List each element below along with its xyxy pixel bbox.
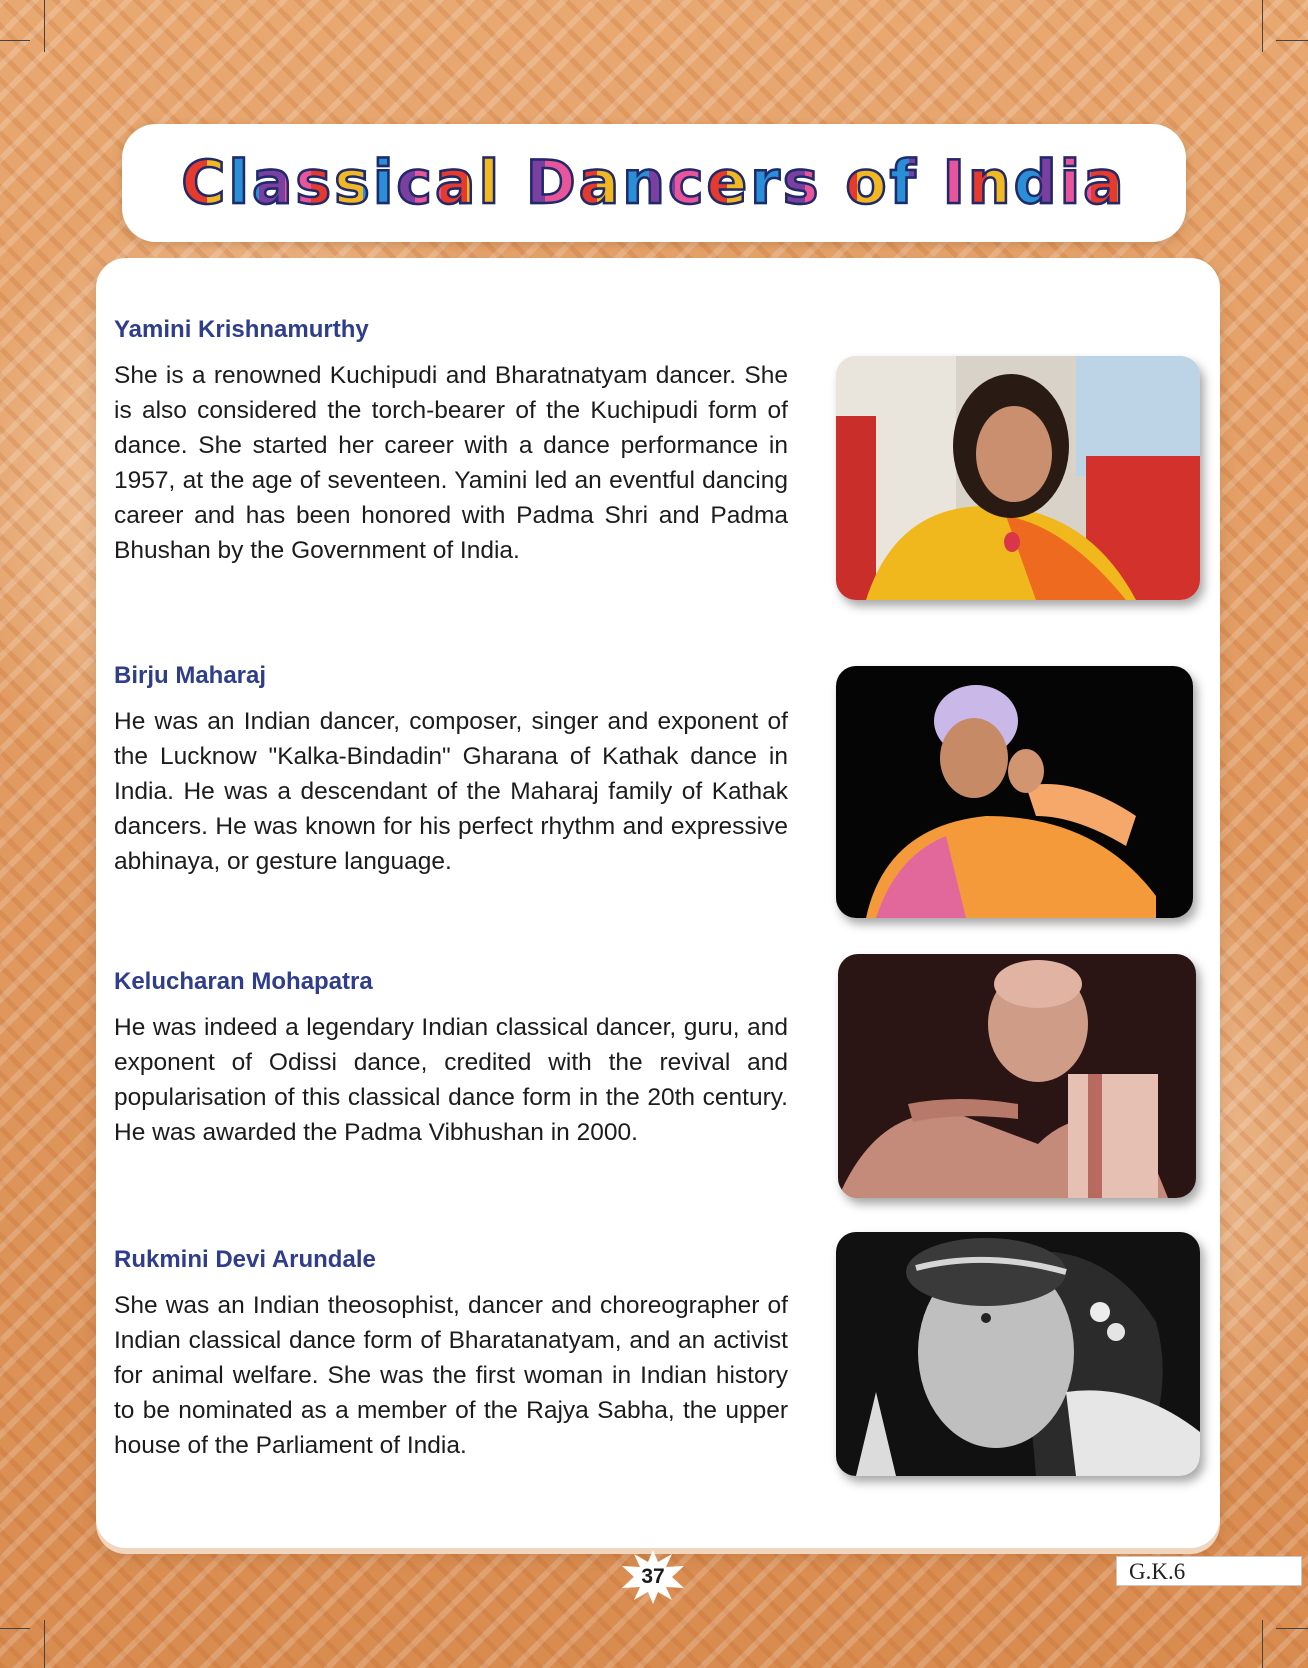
crop-mark	[1276, 1628, 1308, 1629]
dancer-section	[114, 1246, 788, 1463]
dancer-name: Kelucharan Mohapatra	[114, 968, 373, 995]
dancer-bio: She is a renowned Kuchipudi and Bharatnatyam dancer. She is also considered the torch-bearer of the Kuchipudi form of dance. She started her career with a dance performance in 1957, at the age of seventeen. Yamini led an eventful dancing career and has been honored with Padma Shri and Padma Bhushan by the Government of India.	[114, 362, 788, 564]
dancer-bio: She was an Indian theosophist, dancer and choreographer of Indian classical dance form of Bharatanatyam, and an activist for animal welfare. She was the first woman in Indian history to be nominated as a member of the Rajya Sabha, the upper house of the Parliament of India.	[114, 1292, 788, 1459]
page-number-badge	[620, 1550, 686, 1604]
dancer-photo	[836, 1232, 1200, 1476]
series-label: G.K.6	[1116, 1556, 1302, 1586]
dancer-section	[114, 662, 788, 879]
crop-mark	[1276, 40, 1308, 41]
crop-mark	[1262, 0, 1263, 52]
dancer-bio: He was an Indian dancer, composer, singer and exponent of the Lucknow "Kalka-Bindadin" Gharana of Kathak dance in India. He was a descendant of the Maharaj family of Kathak dancers. He was known for his perfect rhythm and expressive abhinaya, or gesture language.	[114, 708, 788, 875]
dancer-section	[114, 968, 788, 1150]
dancer-photo	[836, 356, 1200, 600]
dancer-bio: He was indeed a legendary Indian classical dancer, guru, and exponent of Odissi dance, credited with the revival and popularisation of this classical dance form in the 20th century. He was awarded the Padma Vibhushan in 2000.	[114, 1014, 788, 1146]
crop-mark	[44, 0, 45, 52]
dancer-photo	[836, 666, 1193, 918]
crop-mark	[0, 1628, 30, 1629]
dancer-name: Birju Maharaj	[114, 662, 267, 689]
page-number: 37	[641, 1565, 665, 1588]
crop-mark	[44, 1620, 45, 1668]
dancer-name: Rukmini Devi Arundale	[114, 1246, 376, 1273]
dancer-name: Yamini Krishnamurthy	[114, 316, 369, 343]
page-title: Classical Dancers of India	[181, 148, 1127, 218]
title-banner	[122, 124, 1186, 242]
dancer-photo	[838, 954, 1196, 1198]
crop-mark	[0, 40, 30, 41]
dancer-section	[114, 316, 788, 568]
crop-mark	[1262, 1620, 1263, 1668]
